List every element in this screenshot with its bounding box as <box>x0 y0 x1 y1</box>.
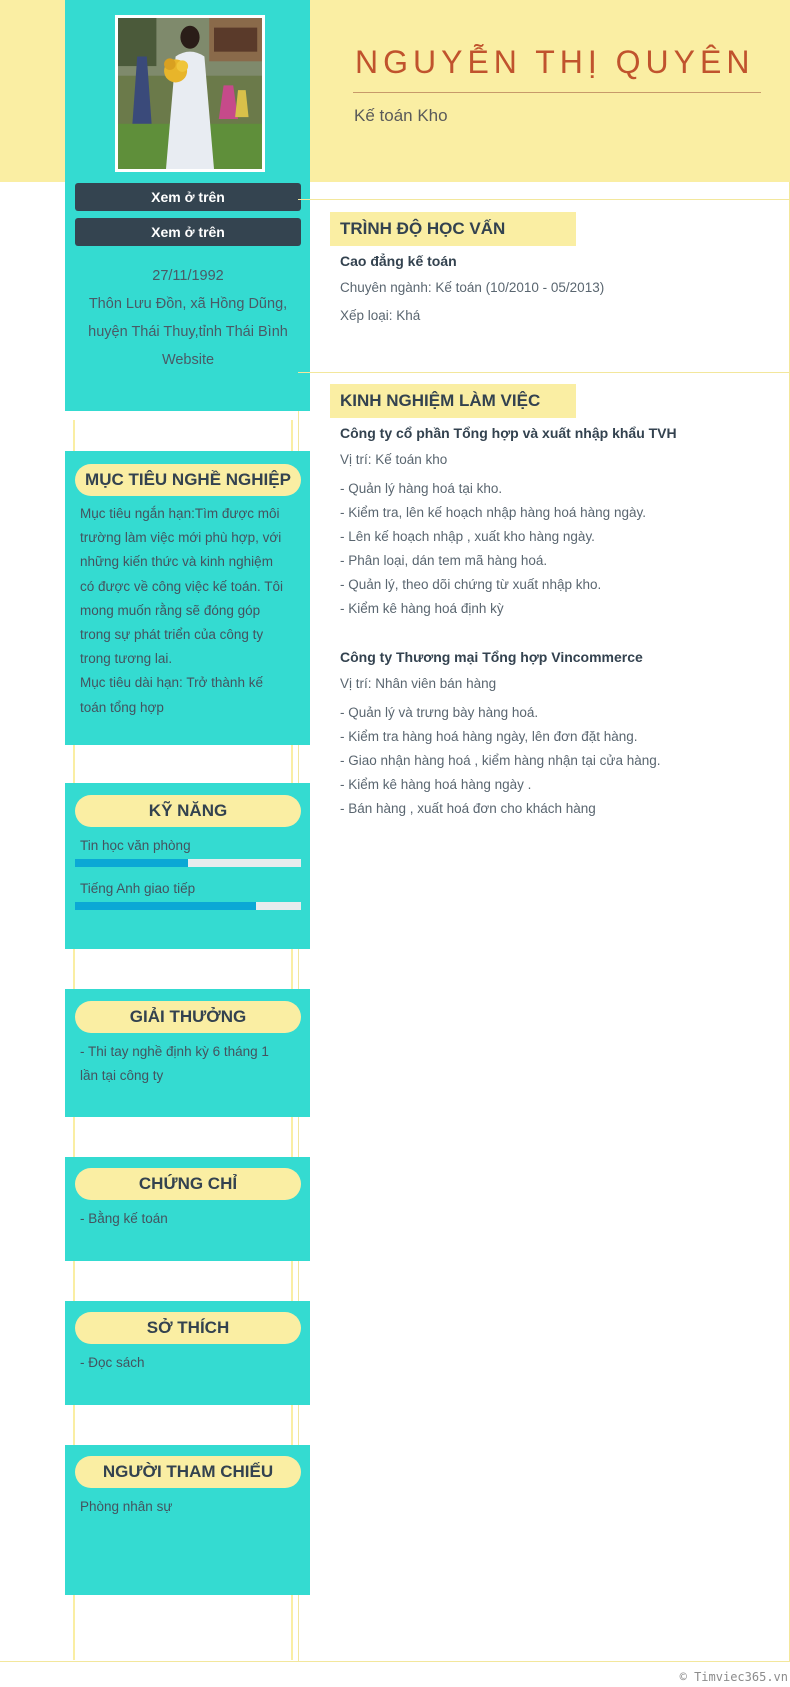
view-above-button-2[interactable]: Xem ở trên <box>75 218 301 246</box>
objective-line: Mục tiêu ngắn hạn:Tìm được môi <box>80 506 280 521</box>
skill-bar <box>75 902 301 910</box>
job-duty: - Kiểm tra, lên kế hoạch nhập hàng hoá hàng ngày. <box>340 505 646 520</box>
job-duty: - Lên kế hoạch nhập , xuất kho hàng ngày. <box>340 529 595 544</box>
address-line-1: Thôn Lưu Đồn, xã Hồng Dũng, <box>88 296 288 312</box>
objective-line: trường làm việc mới phù hợp, với <box>80 530 282 546</box>
skill-bar-fill <box>75 902 256 910</box>
objective-line: mong muốn rằng sẽ đóng góp <box>80 602 261 618</box>
birthdate: 27/11/1992 <box>152 268 224 284</box>
certificates-heading: CHỨNG CHỈ <box>75 1168 301 1200</box>
name-underline <box>353 92 761 93</box>
objective-text <box>80 502 296 720</box>
education-school: Cao đẳng kế toán <box>340 253 457 269</box>
section-divider <box>298 372 790 373</box>
education-major: Chuyên ngành: Kế toán (10/2010 - 05/2013) <box>340 280 605 295</box>
view-above-button-1[interactable]: Xem ở trên <box>75 183 301 211</box>
certificates-text: - Bằng kế toán <box>80 1211 168 1226</box>
job-duty: - Kiểm tra hàng hoá hàng ngày, lên đơn đặt hàng. <box>340 729 638 744</box>
job-duty: - Phân loại, dán tem mã hàng hoá. <box>340 553 548 568</box>
objective-line: những kiến thức và kinh nghiệm <box>80 554 273 570</box>
skill-bar-fill <box>75 859 188 867</box>
job-company: Công ty cổ phần Tổng hợp và xuất nhập khẩu TVH <box>340 425 677 441</box>
education-heading: TRÌNH ĐỘ HỌC VẤN <box>330 212 576 246</box>
awards-text <box>80 1040 296 1088</box>
skill-label: Tin học văn phòng <box>80 838 191 853</box>
references-heading: NGƯỜI THAM CHIẾU <box>75 1456 301 1488</box>
objective-heading: MỤC TIÊU NGHỀ NGHIỆP <box>75 464 301 496</box>
objective-line: có được về công việc kế toán. Tôi <box>80 578 283 594</box>
profile-photo <box>115 15 265 172</box>
section-divider <box>298 199 790 200</box>
job-company: Công ty Thương mại Tổng hợp Vincommerce <box>340 649 643 665</box>
hobbies-text: - Đọc sách <box>80 1355 145 1370</box>
job-position: Vị trí: Nhân viên bán hàng <box>340 676 497 691</box>
job-title: Kế toán Kho <box>354 106 448 125</box>
watermark: © Timviec365.vn <box>679 1670 788 1684</box>
job-duty: - Giao nhận hàng hoá , kiểm hàng nhận tại cửa hàng. <box>340 753 661 768</box>
objective-line: trong sự phát triển của công ty <box>80 627 264 643</box>
awards-heading: GIẢI THƯỞNG <box>75 1001 301 1033</box>
objective-line: trong tương lai. <box>80 651 173 667</box>
website-link[interactable]: Website <box>161 352 215 368</box>
address-line-2: huyện Thái Thuy,tỉnh Thái Bình <box>88 324 288 340</box>
job-duty: - Quản lý và trưng bày hàng hoá. <box>340 705 539 720</box>
candidate-name: NGUYỄN THỊ QUYÊN <box>355 44 755 80</box>
education-grade: Xếp loại: Khá <box>340 308 421 323</box>
experience-heading: KINH NGHIỆM LÀM VIỆC <box>330 384 576 418</box>
objective-line: Mục tiêu dài hạn: Trở thành kế <box>80 675 263 691</box>
skills-heading: KỸ NĂNG <box>75 795 301 827</box>
job-duty: - Bán hàng , xuất hoá đơn cho khách hàng <box>340 801 596 816</box>
skill-bar <box>75 859 301 867</box>
award-line: lần tại công ty <box>80 1068 164 1084</box>
bottom-rule <box>0 1661 790 1662</box>
award-line: - Thi tay nghề định kỳ 6 tháng 1 <box>80 1044 269 1059</box>
job-duty: - Kiểm kê hàng hoá hàng ngày . <box>340 777 532 792</box>
job-duty: - Quản lý, theo dõi chứng từ xuất nhập kho. <box>340 577 602 592</box>
job-duty: - Kiểm kê hàng hoá định kỳ <box>340 601 504 616</box>
job-duty: - Quản lý hàng hoá tại kho. <box>340 481 503 496</box>
hobbies-heading: SỞ THÍCH <box>75 1312 301 1344</box>
references-text: Phòng nhân sự <box>80 1499 173 1514</box>
skill-label: Tiếng Anh giao tiếp <box>80 881 196 896</box>
job-position: Vị trí: Kế toán kho <box>340 452 448 467</box>
objective-line: toán tổng hợp <box>80 699 164 715</box>
